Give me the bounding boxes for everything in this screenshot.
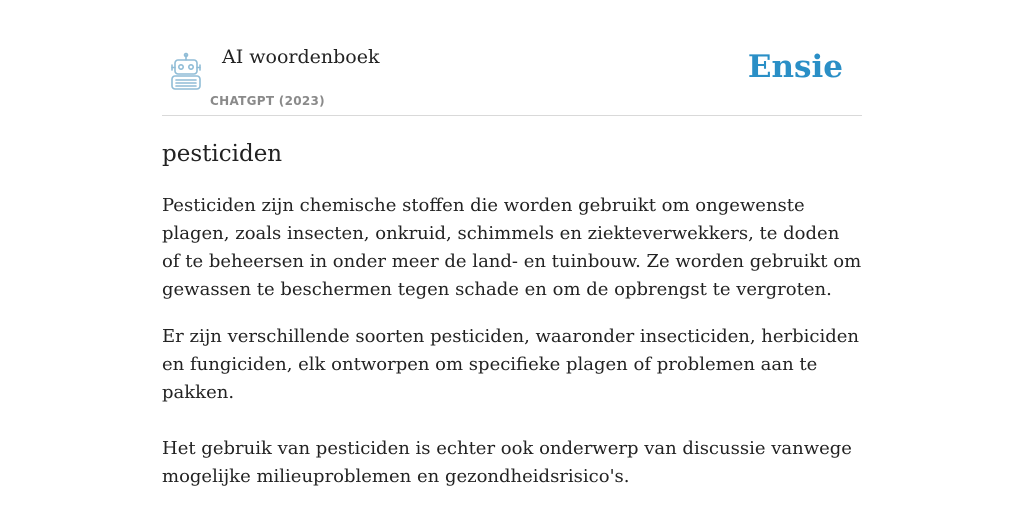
definition-card — [162, 30, 862, 491]
definition-paragraph-2: Er zijn verschillende soorten pesticiden, waaronder insecticiden, herbiciden en fungiciden, elk ontworpen om specifieke plagen of problemen aan te pakken. — [162, 326, 860, 403]
brand-logo[interactable]: Ensie — [747, 49, 843, 85]
dictionary-name[interactable]: AI woordenboek — [222, 46, 380, 68]
robot-icon — [166, 52, 206, 92]
definition-paragraph-1: Pesticiden zijn chemische stoffen die worden gebruikt om ongewenste plagen, zoals insecten, onkruid, schimmels en ziekteverwekkers, te doden of te beheersen in onder meer de land- en tuinbouw. Ze worden gebruikt om gewassen te beschermen tegen schade en om de opbrengst te vergroten. — [162, 195, 862, 300]
entry-term: pesticiden — [162, 141, 283, 167]
definition-paragraph-3: Het gebruik van pesticiden is echter ook onderwerp van discussie vanwege mogelijke milieuproblemen en gezondheidsrisico's. — [162, 438, 852, 487]
card-header — [162, 30, 862, 116]
source-label: CHATGPT (2023) — [210, 94, 325, 108]
